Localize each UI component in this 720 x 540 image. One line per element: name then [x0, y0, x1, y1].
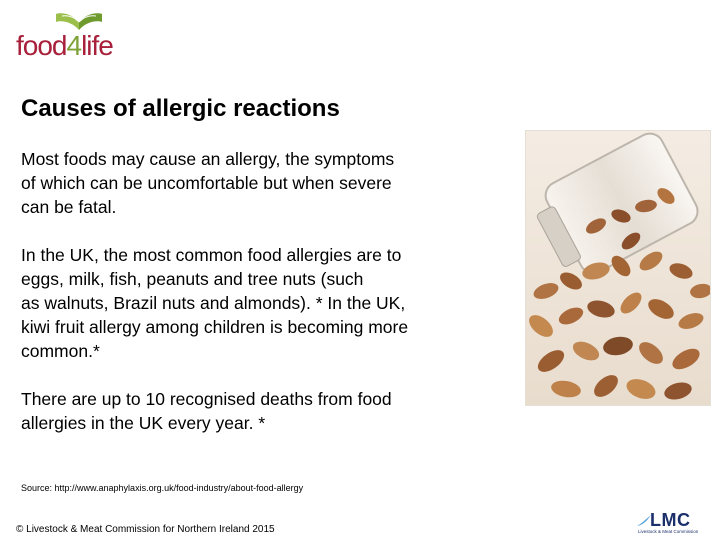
nuts-jar-photo	[525, 130, 711, 406]
open-book-icon	[54, 10, 104, 32]
slide-title: Causes of allergic reactions	[21, 95, 340, 122]
lmc-logo	[636, 510, 708, 538]
paragraph-common-allergies: In the UK, the most common food allergies are to eggs, milk, fish, peanuts and tree nuts (such as walnuts, Brazil nuts and almonds). * In the UK, kiwi fruit allergy among children is becoming more common.*	[21, 245, 409, 361]
logo-wordmark: food4life	[16, 30, 113, 61]
lmc-wordmark: LMC	[650, 510, 691, 530]
food4life-logo	[16, 10, 141, 62]
lmc-subtitle: Livestock & Meat Commission	[638, 529, 699, 534]
source-citation: Source: http://www.anaphylaxis.org.uk/food-industry/about-food-allergy	[21, 483, 304, 493]
copyright-notice: © Livestock & Meat Commission for Northern Ireland 2015	[16, 524, 275, 535]
paragraph-symptoms: Most foods may cause an allergy, the symptoms of which can be uncomfortable but when severe can be fatal.	[21, 149, 395, 217]
slide-body	[21, 147, 481, 459]
paragraph-deaths: There are up to 10 recognised deaths from food allergies in the UK every year. *	[21, 389, 392, 433]
